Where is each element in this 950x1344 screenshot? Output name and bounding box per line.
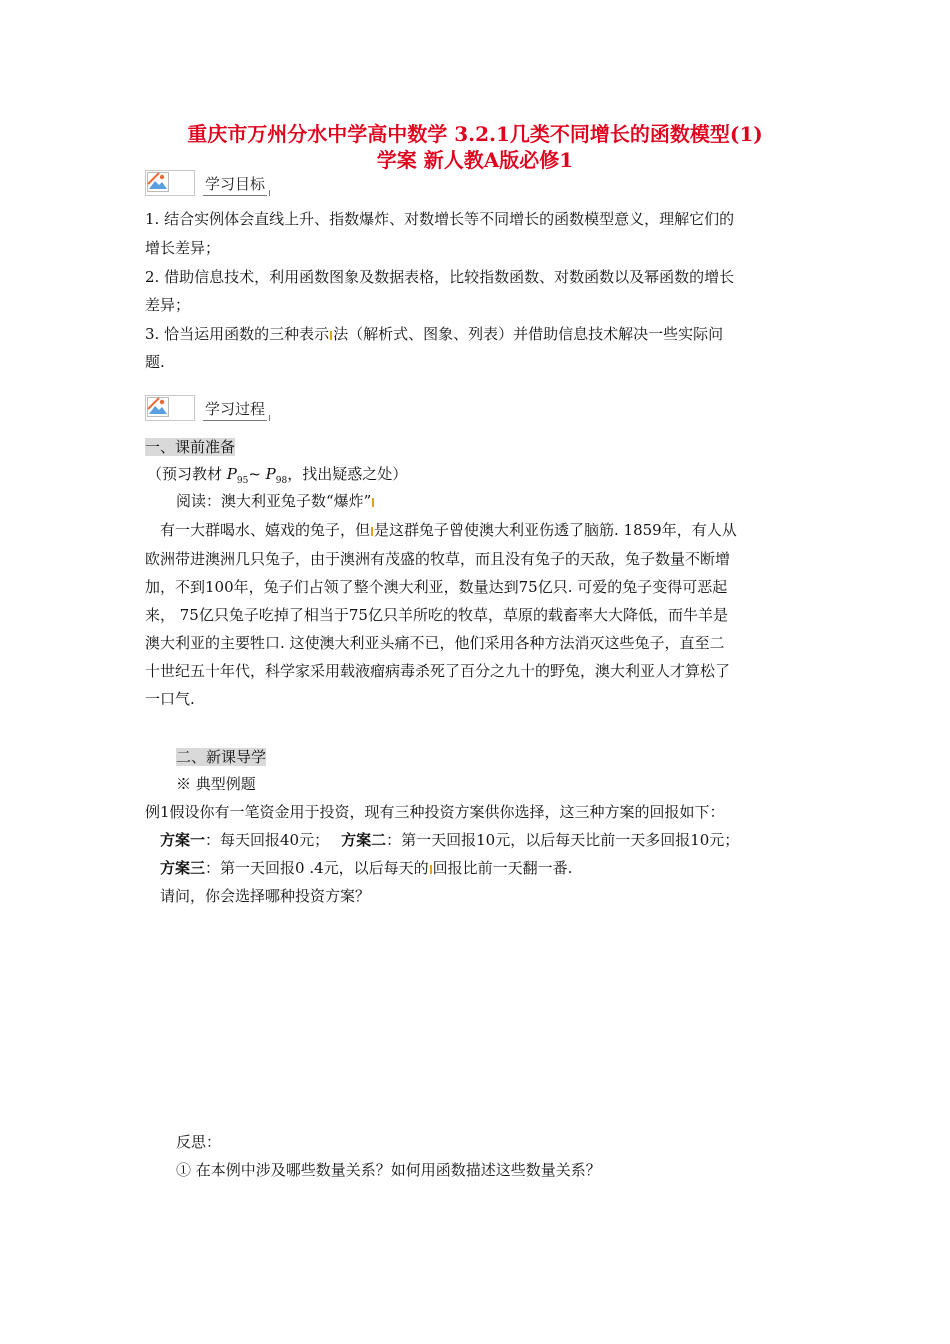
objective-3-part-a: 3. 恰当运用函数的三种表示 <box>145 325 330 343</box>
example1-text: 例1假设你有一笔资金用于投资，现有三种投资方案供你选择，这三种方案的回报如下： <box>145 803 725 821</box>
typical-examples-heading: ※ 典型例题 <box>176 775 256 793</box>
plan1-label: 方案一 <box>160 831 206 849</box>
broken-image-icon <box>145 395 195 421</box>
story-line-1: 有一大群喝水、嬉戏的兔子，但 是这群兔子曾使澳大利亚伤透了脑筋. 1859年，有人从 <box>160 521 737 539</box>
plans-line-1 <box>160 830 739 850</box>
objective-3-part-b: 法（解析式、图象、列表）并借助信息技术解决一些实际问 <box>333 325 724 343</box>
process-label: 学习过程 <box>203 398 267 421</box>
plans-line-2: 方案三：第一天回报0 .4元，以后每天的 回报比前一天翻一番. <box>160 859 573 877</box>
objectives-label: 学习目标 <box>203 173 267 196</box>
broken-image-icon <box>145 170 195 196</box>
reading-title: 阅读：澳大利亚兔子数“爆炸” <box>176 491 375 511</box>
objective-2-line2: 差异； <box>145 296 191 314</box>
objective-3-line2: 题. <box>145 353 165 371</box>
objective-1-line1: 1. 结合实例体会直线上升、指数爆炸、对数增长等不同增长的函数模型意义，理解它们的 <box>145 210 735 228</box>
reflection-label: 反思： <box>176 1133 222 1151</box>
plan1-text: ：每天回报40元； <box>205 831 330 849</box>
plan3-label: 方案三 <box>160 859 206 877</box>
story-line-4: 来， 75亿只兔子吃掉了相当于75亿只羊所吃的牧草，草原的载畜率大大降低，而牛羊是 <box>145 606 728 624</box>
caret-mark <box>430 865 432 874</box>
document-title-line2: 学案 新人教A版必修1 <box>376 148 574 172</box>
caret-mark <box>372 498 374 507</box>
objective-2-line1: 2. 借助信息技术，利用函数图象及数据表格，比较指数函数、对数函数以及幂函数的增长 <box>145 268 735 286</box>
part2-heading: 二、新课导学 <box>176 748 267 766</box>
story-line-5: 澳大利亚的主要牲口. 这使澳大利亚头痛不已，他们采用各种方法消灭这些兔子，直至二 <box>145 634 725 652</box>
objective-1-line2: 增长差异； <box>145 239 221 257</box>
part1-heading: 一、课前准备 <box>145 438 236 456</box>
caret-mark <box>330 331 332 340</box>
reflection-item-1: ① 在本例中涉及哪些数量关系？如何用函数描述这些数量关系？ <box>176 1161 601 1179</box>
story-line-7: 一口气. <box>145 690 195 708</box>
example1-question: 请问，你会选择哪种投资方案？ <box>160 887 371 905</box>
document-title-line1: 重庆市万州分水中学高中数学 3.2.1几类不同增长的函数模型(1) <box>187 122 763 146</box>
story-line-6: 十世纪五十年代，科学家采用载液瘤病毒杀死了百分之九十的野兔，澳大利亚人才算松了 <box>145 662 731 680</box>
plan2-label: 方案二 <box>341 831 387 849</box>
caret-mark <box>371 527 373 536</box>
story-line-3: 加，不到100年，兔子们占领了整个澳大利亚，数量达到75亿只. 可爱的兔子变得可恶起 <box>145 578 728 596</box>
preview-instruction: （预习教材 $P_{95}\sim$ $P_{98}$，找出疑惑之处） <box>147 465 408 486</box>
objective-3-line1 <box>145 324 723 344</box>
story-line-2: 欧洲带进澳洲几只兔子，由于澳洲有茂盛的牧草，而且没有兔子的天敌，兔子数量不断增 <box>145 550 731 568</box>
plan2-text: ：第一天回报10元，以后每天比前一天多回报10元； <box>386 831 740 849</box>
